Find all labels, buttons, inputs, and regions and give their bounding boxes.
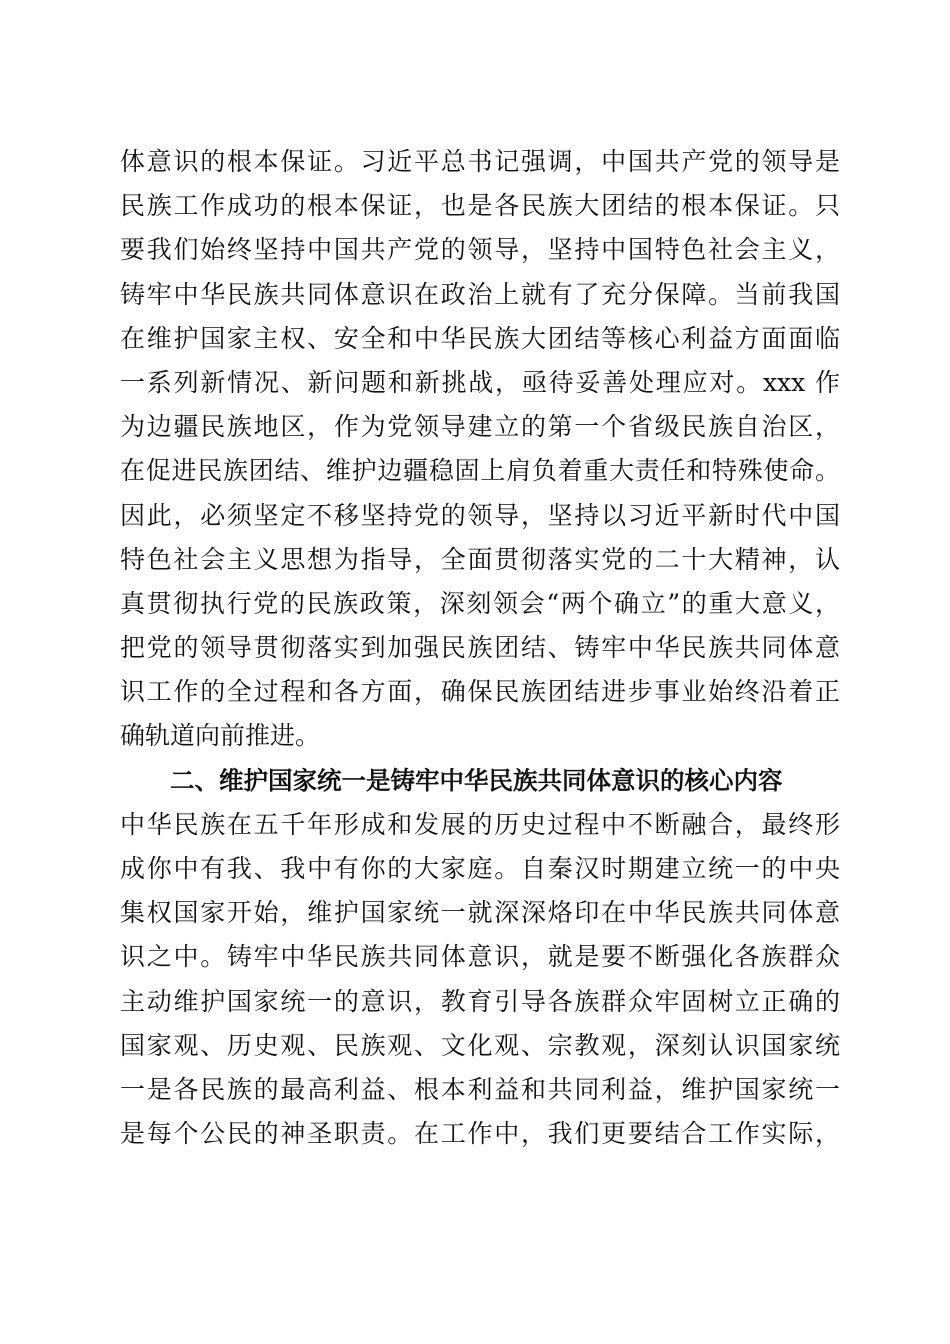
text-line: 在维护国家主权、安全和中华民族大团结等核心利益方面面临 — [120, 323, 840, 353]
text-line: 识工作的全过程和各方面，确保民族团结进步事业始终沿着正 — [120, 677, 840, 707]
text-line: 把党的领导贯彻落实到加强民族团结、铸牢中华民族共同体意 — [120, 633, 840, 663]
text-line: 主动维护国家统一的意识，教育引导各族群众牢固树立正确的 — [120, 986, 840, 1016]
text-line: 中华民族在五千年形成和发展的历史过程中不断融合，最终形 — [120, 809, 840, 839]
text-line: 是每个公民的神圣职责。在工作中，我们更要结合工作实际， — [120, 1119, 840, 1149]
text-line: 铸牢中华民族共同体意识在政治上就有了充分保障。当前我国 — [120, 279, 840, 309]
text-line: 民族工作成功的根本保证，也是各民族大团结的根本保证。只 — [120, 191, 840, 221]
text-line: 为边疆民族地区，作为党领导建立的第一个省级民族自治区， — [120, 412, 840, 442]
text-line: 体意识的根本保证。习近平总书记强调，中国共产党的领导是 — [120, 147, 840, 176]
text-line: 国家观、历史观、民族观、文化观、宗教观，深刻认识国家统 — [120, 1030, 840, 1060]
text-line: 要我们始终坚持中国共产党的领导，坚持中国特色社会主义， — [120, 235, 840, 265]
text-line: 一是各民族的最高利益、根本利益和共同利益，维护国家统一 — [120, 1074, 840, 1104]
text-line: 特色社会主义思想为指导，全面贯彻落实党的二十大精神，认 — [120, 544, 840, 574]
text-line: 一系列新情况、新问题和新挑战，亟待妥善处理应对。xxx 作 — [120, 367, 840, 397]
section-heading: 二、维护国家统一是铸牢中华民族共同体意识的核心内容 — [170, 765, 783, 795]
text-line: 确轨道向前推进。 — [120, 721, 321, 751]
text-line: 识之中。铸牢中华民族共同体意识，就是要不断强化各族群众 — [120, 942, 840, 972]
paragraph-1 — [120, 140, 840, 759]
text-line: 因此，必须坚定不移坚持党的领导，坚持以习近平新时代中国 — [120, 500, 840, 530]
text-line: 集权国家开始，维护国家统一就深深烙印在中华民族共同体意 — [120, 898, 840, 928]
paragraph-2 — [120, 803, 840, 1157]
text-line: 真贯彻执行党的民族政策，深刻领会“两个确立”的重大意义， — [120, 588, 840, 618]
document-body — [120, 140, 840, 1156]
text-line: 成你中有我、我中有你的大家庭。自秦汉时期建立统一的中央 — [120, 854, 840, 883]
text-line: 在促进民族团结、维护边疆稳固上肩负着重大责任和特殊使命。 — [120, 456, 840, 486]
